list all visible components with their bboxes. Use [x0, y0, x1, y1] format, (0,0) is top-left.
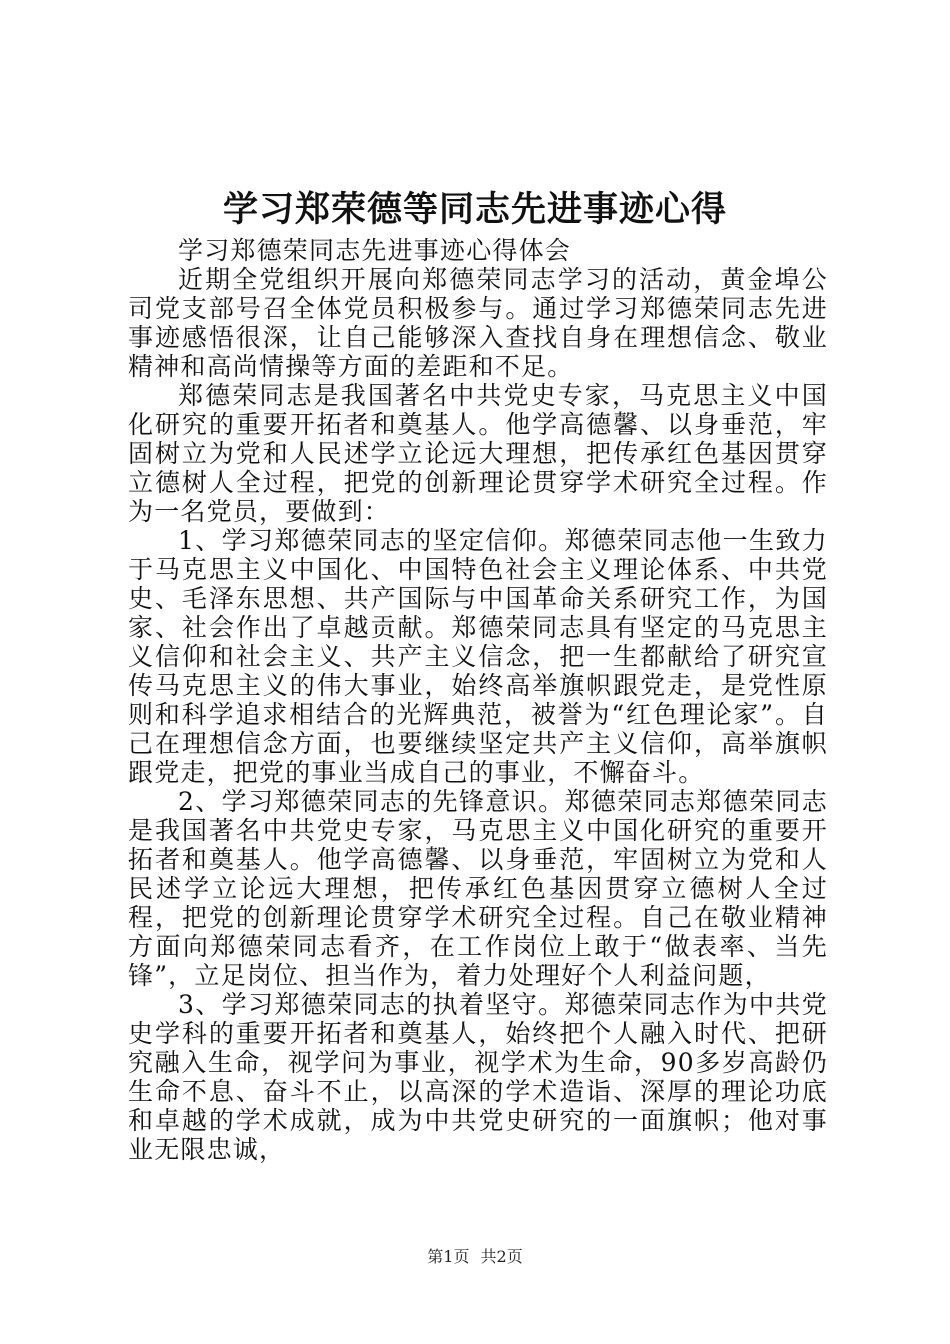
page-number-total: 共2页	[480, 1247, 523, 1266]
background-paragraph: 郑德荣同志是我国著名中共党史专家，马克思主义中国化研究的重要开拓者和奠基人。他学高德馨、以身垂范，牢固树立为党和人民述学立论远大理想，把传承红色基因贯穿立德树人全过程，把党的创新理论贯穿学术研究全过程。作为一名党员，要做到：	[128, 381, 828, 526]
intro-paragraph: 近期全党组织开展向郑德荣同志学习的活动，黄金埠公司党支部号召全体党员积极参与。通过学习郑德荣同志先进事迹感悟很深，让自己能够深入查找自身在理想信念、敬业精神和高尚情操等方面的差距和不足。	[128, 265, 828, 381]
point-three-paragraph: 3、学习郑德荣同志的执着坚守。郑德荣同志作为中共党史学科的重要开拓者和奠基人，始终把个人融入时代、把研究融入生命，视学问为事业，视学术为生命，90多岁高龄仍生命不息、奋斗不止，以高深的学术造诣、深厚的理论功底和卓越的学术成就，成为中共党史研究的一面旗帜；他对事业无限忠诚，	[128, 990, 828, 1164]
page-number-current: 第1页	[427, 1247, 470, 1266]
page-footer	[0, 1246, 950, 1268]
subtitle-paragraph: 学习郑德荣同志先进事迹心得体会	[178, 236, 572, 265]
point-two-paragraph: 2、学习郑德荣同志的先锋意识。郑德荣同志郑德荣同志是我国著名中共党史专家，马克思主义中国化研究的重要开拓者和奠基人。他学高德馨、以身垂范，牢固树立为党和人民述学立论远大理想，把传承红色基因贯穿立德树人全过程，把党的创新理论贯穿学术研究全过程。自己在敬业精神方面向郑德荣同志看齐，在工作岗位上敢于“做表率、当先锋”，立足岗位、担当作为，着力处理好个人利益问题，	[128, 787, 828, 990]
document-title: 学习郑荣德等同志先进事迹心得	[222, 189, 727, 230]
point-one-paragraph: 1、学习郑德荣同志的坚定信仰。郑德荣同志他一生致力于马克思主义中国化、中国特色社会主义理论体系、中共党史、毛泽东思想、共产国际与中国革命关系研究工作，为国家、社会作出了卓越贡献。郑德荣同志具有坚定的马克思主义信仰和社会主义、共产主义信念，把一生都献给了研究宣传马克思主义的伟大事业，始终高举旗帜跟党走，是党性原则和科学追求相结合的光辉典范，被誉为“红色理论家”。自己在理想信念方面，也要继续坚定共产主义信仰，高举旗帜跟党走，把党的事业当成自己的事业，不懈奋斗。	[128, 526, 828, 787]
document-body	[128, 236, 828, 1164]
